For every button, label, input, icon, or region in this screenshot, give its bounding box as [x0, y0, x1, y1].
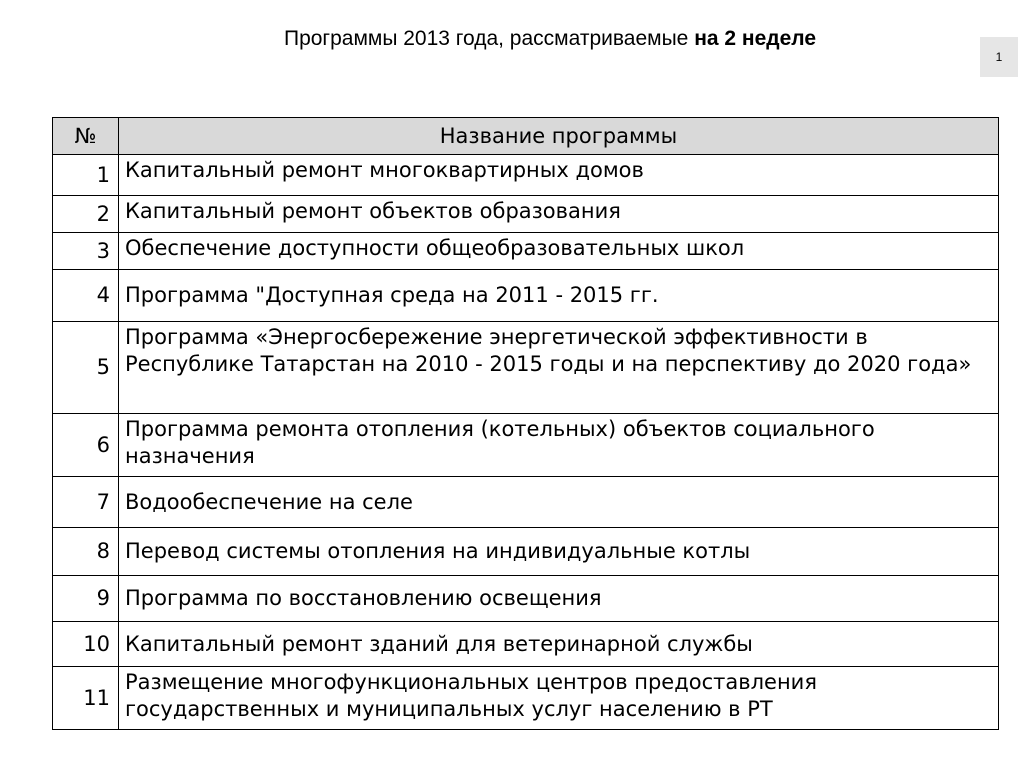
row-program-name: Программа по восстановлению освещения [119, 576, 999, 622]
row-program-name: Программа ремонта отопления (котельных) объектов социального назначения [119, 414, 999, 477]
row-number: 6 [53, 414, 119, 477]
row-number: 8 [53, 528, 119, 576]
row-program-name: Капитальный ремонт зданий для ветеринарной службы [119, 622, 999, 667]
row-program-name: Обеспечение доступности общеобразовательных школ [119, 233, 999, 270]
table-row [53, 270, 999, 322]
header-number: № [53, 118, 119, 155]
row-program-name: Водообеспечение на селе [119, 477, 999, 528]
table-row [53, 155, 999, 196]
table-row [53, 322, 999, 414]
table-row [53, 528, 999, 576]
table-row [53, 622, 999, 667]
table-row [53, 414, 999, 477]
row-program-name: Капитальный ремонт объектов образования [119, 196, 999, 233]
row-program-name: Программа «Энергосбережение энергетической эффективности в Республике Татарстан на 2010 - 2015 годы и на перспективу до 2020 года» [119, 322, 999, 414]
title-regular: Программы 2013 года, рассматриваемые [283, 27, 695, 50]
page-title [0, 27, 1024, 51]
row-number: 10 [53, 622, 119, 667]
row-number: 2 [53, 196, 119, 233]
table-row [53, 196, 999, 233]
row-number: 3 [53, 233, 119, 270]
row-number: 7 [53, 477, 119, 528]
table-header-row [53, 118, 999, 155]
row-program-name: Перевод системы отопления на индивидуальные котлы [119, 528, 999, 576]
row-program-name: Размещение многофункциональных центров предоставления государственных и муниципальных услуг населению в РТ [119, 667, 999, 730]
table-row [53, 667, 999, 730]
table-row [53, 477, 999, 528]
header-program-name: Название программы [119, 118, 999, 155]
row-program-name: Программа "Доступная среда на 2011 - 2015 гг. [119, 270, 999, 322]
programs-table [52, 117, 999, 730]
title-bold: на 2 неделе [694, 27, 817, 50]
row-number: 5 [53, 322, 119, 414]
row-program-name: Капитальный ремонт многоквартирных домов [119, 155, 999, 196]
row-number: 9 [53, 576, 119, 622]
table-row [53, 233, 999, 270]
row-number: 11 [53, 667, 119, 730]
table-row [53, 576, 999, 622]
row-number: 1 [53, 155, 119, 196]
row-number: 4 [53, 270, 119, 322]
page-number-badge: 1 [980, 37, 1018, 77]
